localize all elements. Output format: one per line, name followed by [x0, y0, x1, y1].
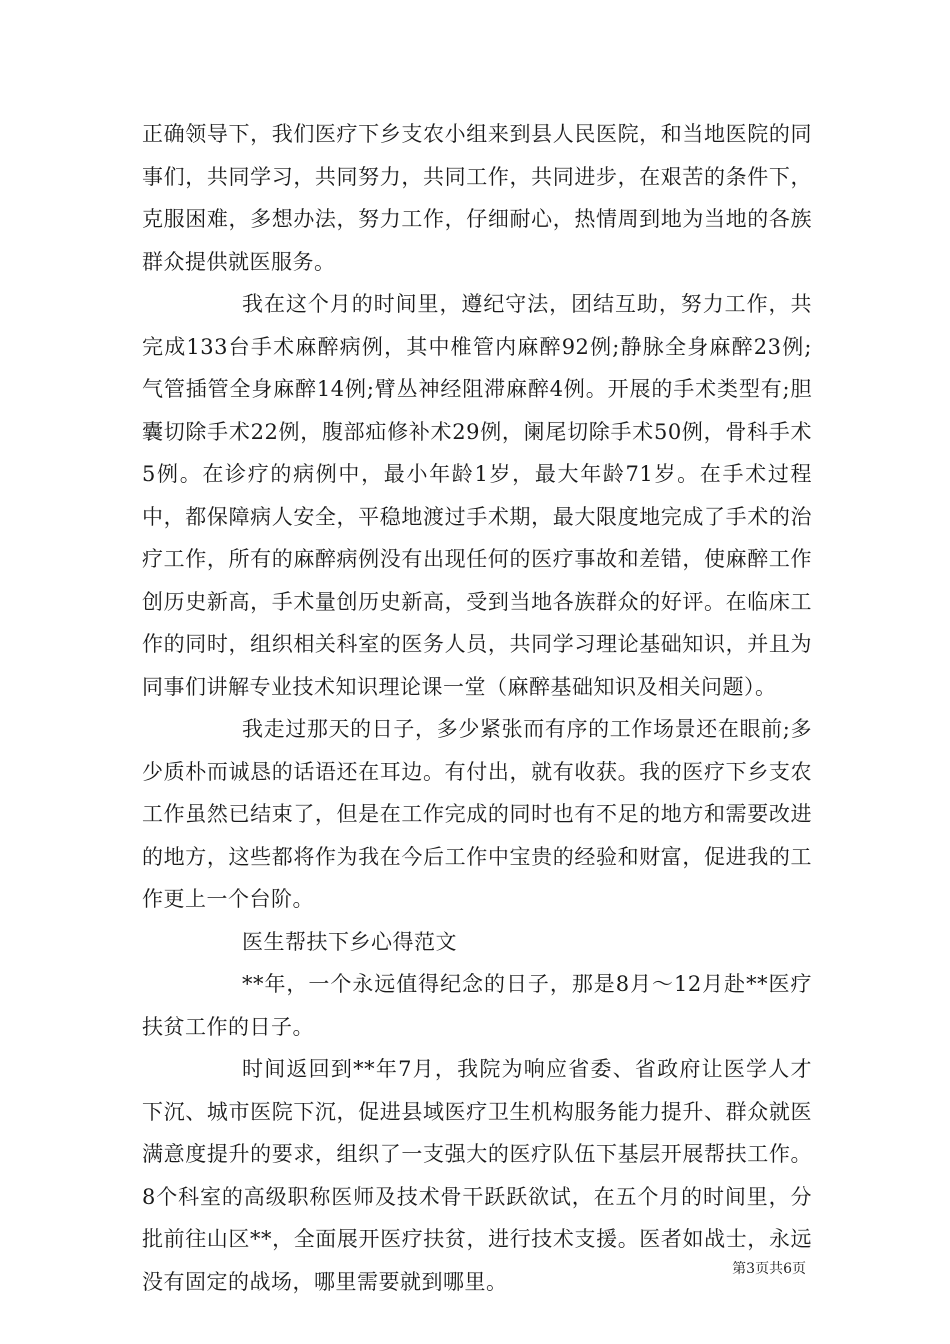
section-title: 医生帮扶下乡心得范文 — [242, 929, 457, 954]
document-body — [142, 113, 812, 1303]
paragraph-4: **年，一个永远值得纪念的日子，那是8月～12月赴**医疗扶贫工作的日子。 — [142, 972, 812, 1039]
paragraph-2: 我在这个月的时间里，遵纪守法，团结互助，努力工作，共完成133台手术麻醉病例，其中椎管内麻醉92例;静脉全身麻醉23例;气管插管全身麻醉14例;臂丛神经阻滞麻醉4例。开展的手术类型有;胆囊切除手术22例，腹部疝修补术29例，阑尾切除手术50例，骨科手术5例。在诊疗的病例中，最小年龄1岁，最大年龄71岁。在手术过程中，都保障病人安全，平稳地渡过手术期，最大限度地完成了手术的治疗工作，所有的麻醉病例没有出现任何的医疗事故和差错，使麻醉工作创历史新高，手术量创历史新高，受到当地各族群众的好评。在临床工作的同时，组织相关科室的医务人员，共同学习理论基础知识，并且为同事们讲解专业技术知识理论课一堂（麻醉基础知识及相关问题）。 — [142, 292, 812, 699]
paragraph-1: 正确领导下，我们医疗下乡支农小组来到县人民医院，和当地医院的同事们，共同学习，共同努力，共同工作，共同进步，在艰苦的条件下，克服困难，多想办法，努力工作，仔细耐心，热情周到地为当地的各族群众提供就医服务。 — [142, 122, 812, 274]
paragraph-5: 时间返回到**年7月，我院为响应省委、省政府让医学人才下沉、城市医院下沉，促进县域医疗卫生机构服务能力提升、群众就医满意度提升的要求，组织了一支强大的医疗队伍下基层开展帮扶工作。8个科室的高级职称医师及技术骨干跃跃欲试，在五个月的时间里，分批前往山区**，全面展开医疗扶贫，进行技术支援。医者如战士，永远没有固定的战场，哪里需要就到哪里。 — [142, 1057, 812, 1294]
paragraph-3: 我走过那天的日子，多少紧张而有序的工作场景还在眼前;多少质朴而诚恳的话语还在耳边。有付出，就有收获。我的医疗下乡支农工作虽然已结束了，但是在工作完成的同时也有不足的地方和需要改进的地方，这些都将作为我在今后工作中宝贵的经验和财富，促进我的工作更上一个台阶。 — [142, 717, 812, 911]
page-number-footer: 第3页共6页 — [732, 1261, 806, 1277]
